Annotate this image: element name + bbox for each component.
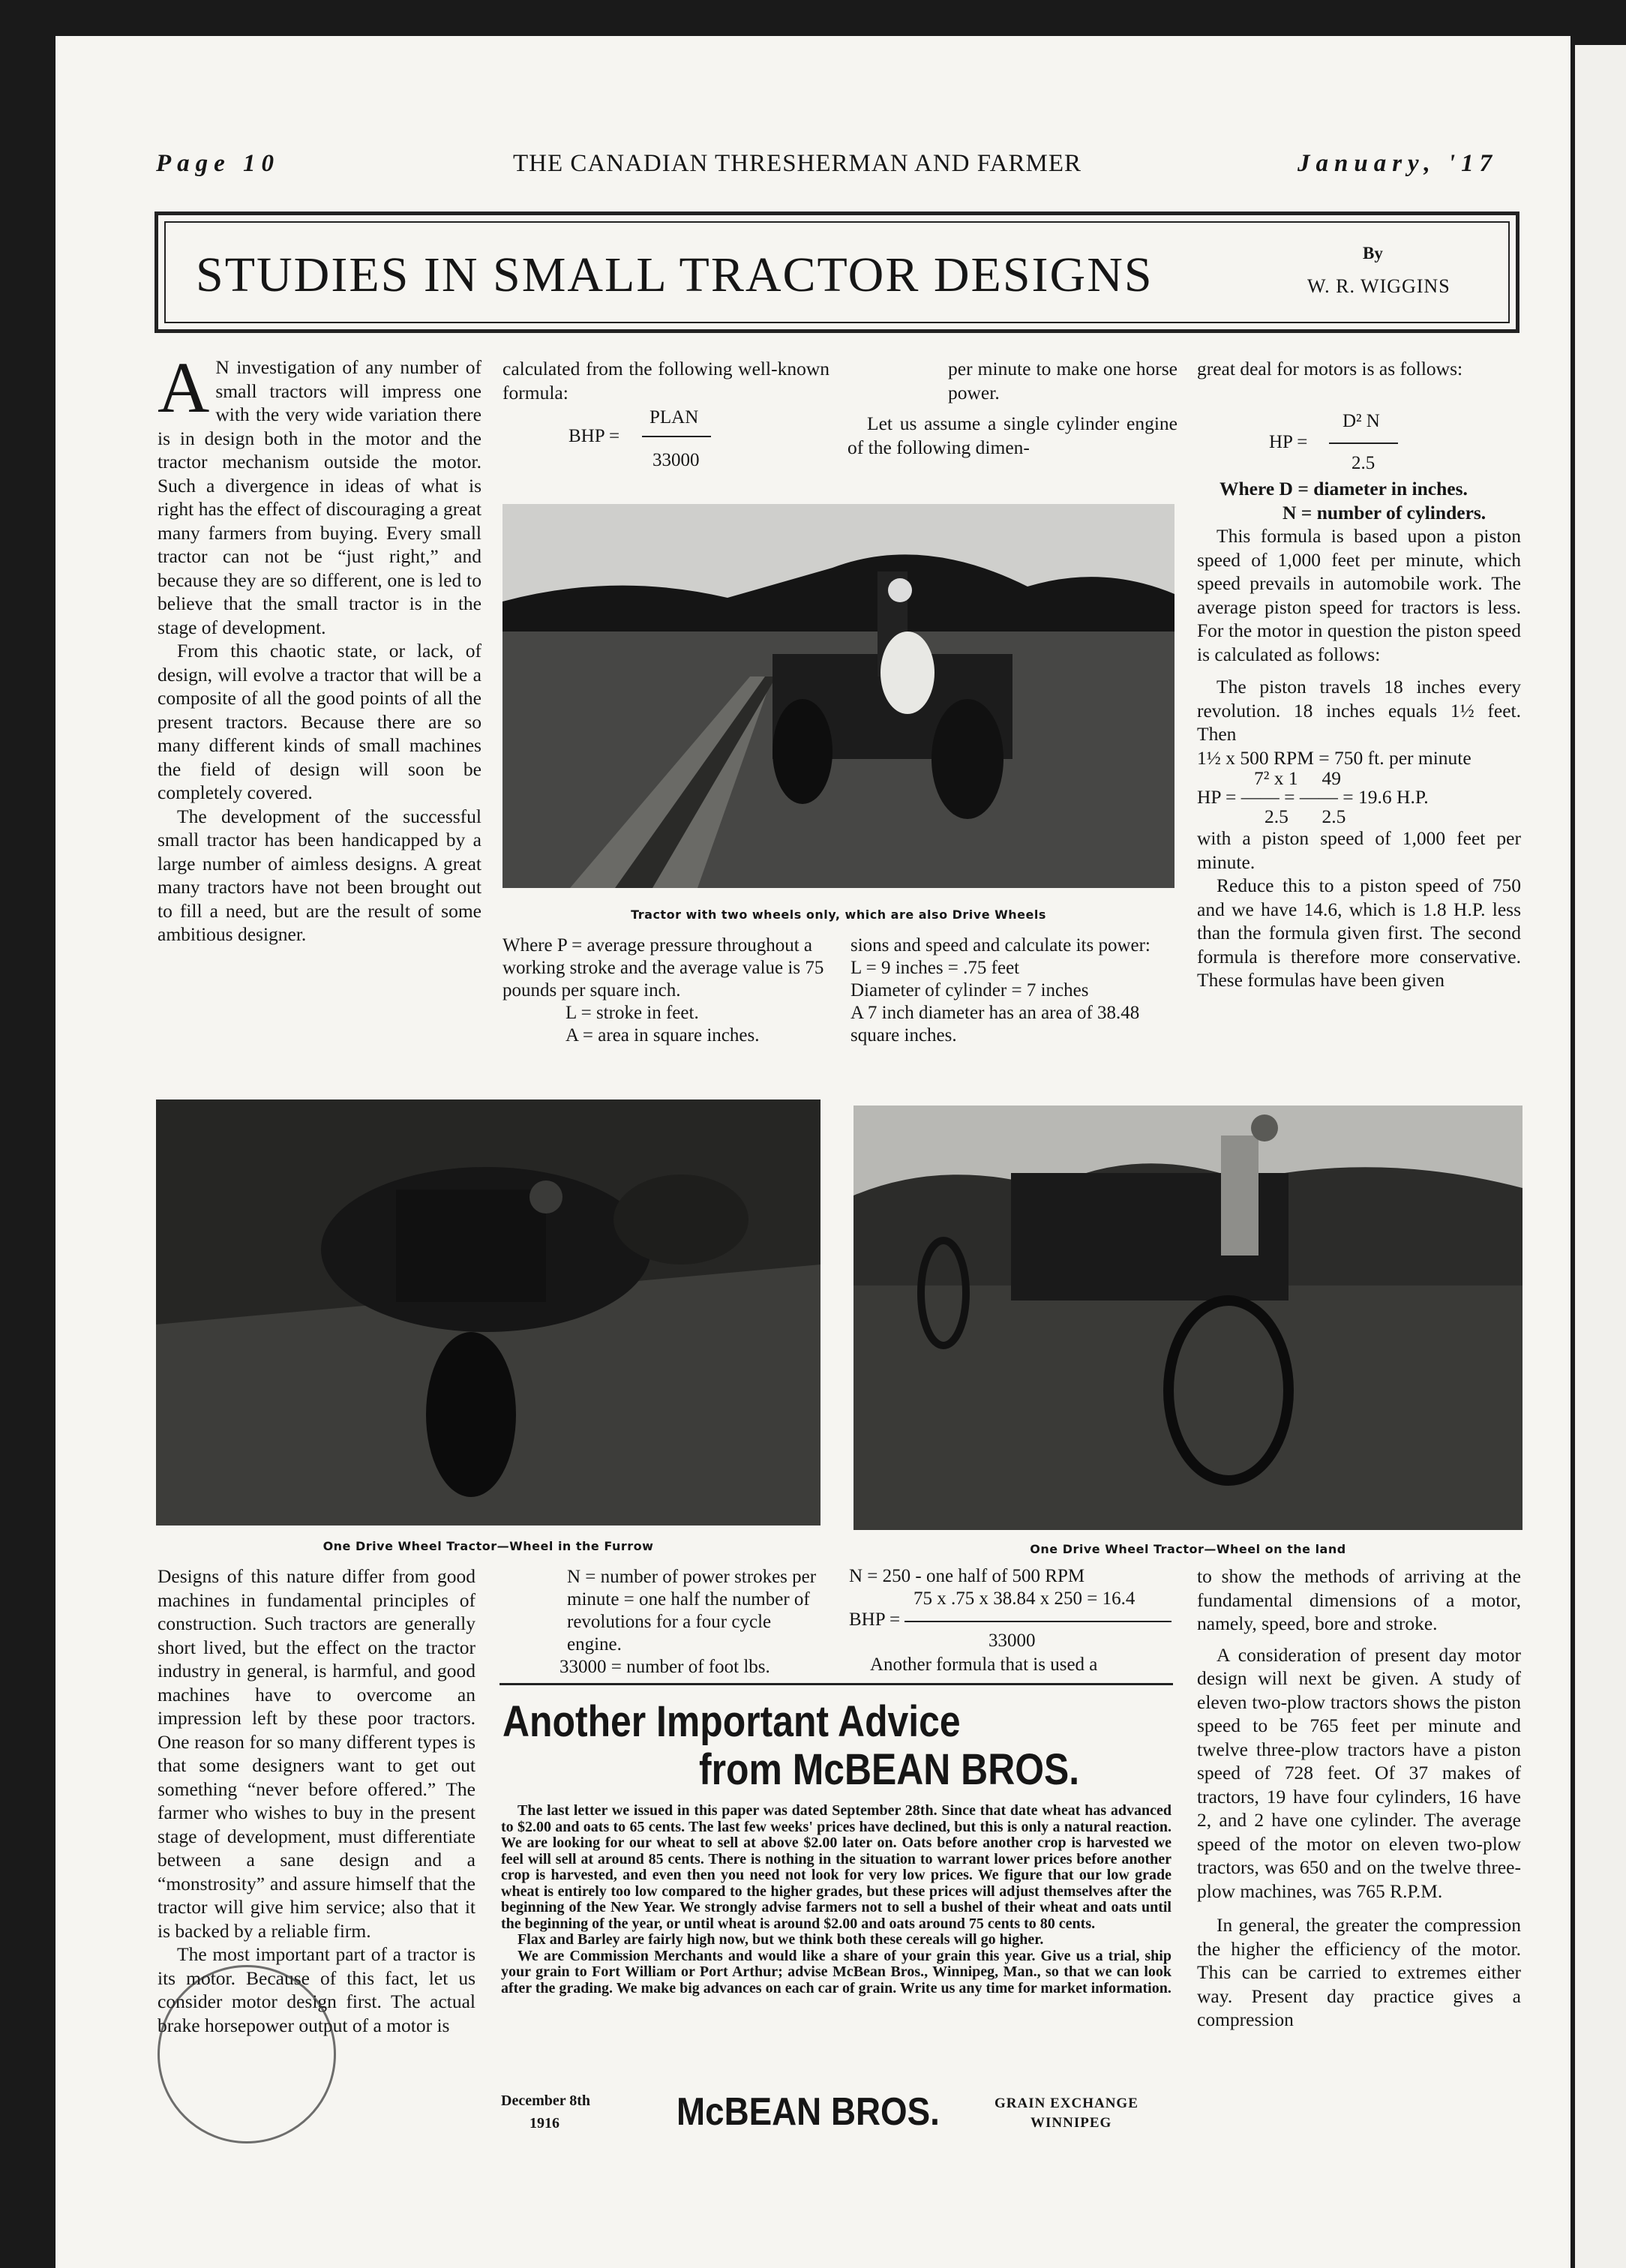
column-4-body [1197,477,1521,992]
where-d: Where D = diameter in inches. [1220,478,1468,500]
bhp-denominator: 33000 [652,450,700,470]
article-title: STUDIES IN SMALL TRACTOR DESIGNS [196,248,1154,302]
col4-paragraph-3: with a piston speed of 1,000 feet per minute. [1197,827,1521,873]
column-3-mid [850,934,1176,1047]
ad-paragraph-3: We are Commission Merchants and would like a share of your grain this year. Give us a trial, ship your grain to Fort William or Port Arthur; advise McBean Bros., Winnipeg, Man., so that we can look after the grading. We make big advances on each car of grain. Write us any time for market information. [501,1947,1172,1996]
column-2-mid [502,934,831,1047]
ad-address-2: WINNIPEG [1030,2115,1112,2131]
journal-title: THE CANADIAN THRESHERMAN AND FARMER [513,150,1082,177]
column-2-top [502,357,830,404]
col3-stroke: L = 9 inches = .75 feet [850,958,1020,978]
ad-headline-1: Another Important Advice [502,1697,961,1746]
ad-date-line-1: December 8th [501,2092,591,2109]
col4-calc-numerator: 7² x 1 49 [1254,767,1342,789]
photo-wheel-on-land [854,1106,1522,1530]
col1-paragraph-3: The development of the successful small tractor has been handicapped by a large number of aimless designs. A great many tractors have not been brought out to fill a need, but are the result of some ambitious designer. [158,805,482,945]
col3-bottom-text: Another formula that is used a [870,1654,1098,1675]
byline-by: By [1363,244,1383,262]
ad-body [501,1803,1172,1996]
col3-intro: per minute to make one horse power. [948,358,1178,404]
drop-cap: A [158,347,210,428]
col3-area: A 7 inch diameter has an area of 38.48 square inches. [850,1003,1140,1046]
col4-calc-line: HP = —— = —— = 19.6 H.P. [1197,786,1429,808]
photo-2-caption: One Drive Wheel Tractor—Wheel in the Furrow [322,1539,654,1553]
column-3-top [848,357,1178,459]
ad-address-1: GRAIN EXCHANGE [994,2096,1138,2111]
where-l: L = stroke in feet. [566,1003,699,1023]
hp-label: HP = [1269,432,1308,452]
col3-diameter: Diameter of cylinder = 7 inches [850,980,1089,1000]
hp-denominator: 2.5 [1352,453,1376,473]
column-4-top [1197,357,1521,381]
col4-bottom-paragraph-1: to show the methods of arriving at the fundamental dimensions of a motor, namely, speed, bore and stroke. [1197,1565,1521,1634]
where-n: N = number of cylinders. [1282,501,1486,524]
library-stamp [158,1965,336,2144]
col4-paragraph-1: This formula is based upon a piston speed of 1,000 feet per minute, which speed prevails in automobile work. The average piston speed for tractors is less. For the motor in question the piston speed is calculated as follows: [1197,525,1521,665]
hp-fraction-bar [1329,442,1398,444]
ad-paragraph-1: The last letter we issued in this paper was dated September 28th. Since that date wheat has advanced to $2.00 and oats to 65 cents. The last few weeks' prices have declined, but this is only a natural reaction. We are looking for our wheat to sell at above $2.00 later on. Oats before another crop is harvested we feel will sell at around 85 cents. There is nothing in the situation to warrant lower prices before another crop is harvested, and even then you need not look for very low prices. We figure that our low grade wheat is entirely too low compared to the higher grades, but these prices will adjust themselves after the beginning of the New Year. We strongly advise farmers not to sell a bushel of their wheat and oats until the beginning of the year, or until wheat is around $2.00 and oats around 75 cents to 80 cents. [501,1802,1172,1932]
bhp-label: BHP = [568,426,620,446]
col4-bottom-paragraph-3: In general, the greater the compression the higher the efficiency of the motor. This can be carried to extremes either way. Present day practice gives a compression [1197,1914,1521,2030]
col2-foot-lbs: 33000 = number of foot lbs. [560,1657,770,1677]
byline-author: W. R. WIGGINS [1307,275,1450,297]
column-1-bottom [158,1564,476,2037]
photo-1-caption: Tractor with two wheels only, which are also Drive Wheels [631,908,1046,922]
where-p: Where P = average pressure throughout a working stroke and the average value is 75 pounds per square inch. [502,935,824,1000]
article-title-box [154,212,1520,333]
col3-paragraph-2: Let us assume a single cylinder engine of the following dimen- [848,412,1178,458]
next-page-edge [1575,45,1626,2268]
col4-calc-denominator: 2.5 2.5 [1264,806,1346,827]
col4-calc-1: 1½ x 500 RPM = 750 ft. per minute [1197,746,1472,769]
col2-n-definition: N = number of power strokes per minute = one half the number of revolutions for a four cycle engine. [567,1567,817,1654]
col4-paragraph-4: Reduce this to a piston speed of 750 and we have 14.6, which is 1.8 H.P. less than the formula given first. The second formula is therefore more conservative. These formulas have been given [1197,874,1521,991]
col1-paragraph-1: N investigation of any number of small tractors will impress one with the very wide variation there is in design both in the motor and the tractor mechanism outside the motor. Such a divergence in ideas of what is right has the effect of discouraging a great many farmers from buying. Every small tractor can not be “just right,” and because they are so different, one is led to believe that the small tractor is in the stage of development. [158,356,482,638]
col3-n-value: N = 250 - one half of 500 RPM [849,1566,1085,1586]
column-4-bottom [1197,1564,1521,2032]
col1-paragraph-2: From this chaotic state, or lack, of design, will evolve a tractor that will be a composite of all the good points of all the present tractors. Because there are so many different kinds of small machines the field of design will soon be completely covered. [158,640,482,803]
ad-paragraph-2: Flax and Barley are fairly high now, but we think both these cereals will go higher. [518,1931,1044,1948]
photo-3-caption: One Drive Wheel Tractor—Wheel on the land [1030,1542,1346,1556]
col1-bottom-paragraph-2: The most important part of a tractor is its motor. Because of this fact, let us consider motor design first. The actual brake horsepower output of a motor is [158,1943,476,2036]
page-number: Page 10 [156,150,280,177]
col4-paragraph-2: The piston travels 18 inches every revolution. 18 inches equals 1½ feet. Then [1197,676,1521,745]
col3-mid-intro: sions and speed and calculate its power: [850,935,1150,956]
col3-bhp-label: BHP = [849,1610,901,1630]
ad-firm-name: McBEAN BROS. [676,2090,940,2134]
column-1-top [158,347,482,946]
hp-numerator: D² N [1342,411,1380,431]
ad-headline-2: from McBEAN BROS. [699,1745,1080,1794]
photo-wheel-in-furrow [156,1100,820,1526]
col3-fraction-bar [904,1621,1172,1622]
col3-bhp-numerator: 75 x .75 x 38.84 x 250 = 16.4 [914,1588,1136,1609]
where-a: A = area in square inches. [566,1025,760,1046]
fraction-bar [642,436,711,437]
photo-tractor-two-wheels [502,504,1174,888]
ad-top-rule [500,1683,1173,1685]
col4-bottom-paragraph-2: A consideration of present day motor design will next be given. A study of eleven two-plow tractors shows the piston speed to be 765 feet per minute and twelve three-plow tractors have a piston speed of 728 feet. Of 37 makes of tractors, 19 have four cylinders, 16 have 2, and 2 have one cylinder. The average speed of the motor on eleven two-plow tractors, was 650 and on the twelve three-plow machines, was 765 R.P.M. [1197,1643,1521,1902]
col3-bhp-denominator: 33000 [988,1630,1036,1651]
ad-date-line-2: 1916 [530,2115,560,2132]
col4-intro: great deal for motors is as follows: [1197,358,1463,380]
col1-bottom-paragraph-1: Designs of this nature differ from good machines in fundamental principles of construction. Such tractors are generally short lived, but the effect on the tractor industry in general, is harmful, and good machines have to overcome an impression left by these poor tractors. One reason for so many different types is that some designers want to get out something “never before offered.” The farmer who wishes to buy in the present stage of development, must differentiate between a sane design and a “monstrosity” and assure himself that the tractor will give him service; also that it is backed by a reliable firm. [158,1565,476,1942]
column-2-bottom [500,1566,830,1678]
bhp-numerator: PLAN [650,407,699,428]
col2-intro: calculated from the following well-known formula: [502,358,830,404]
issue-date: January, '17 [1298,150,1498,177]
